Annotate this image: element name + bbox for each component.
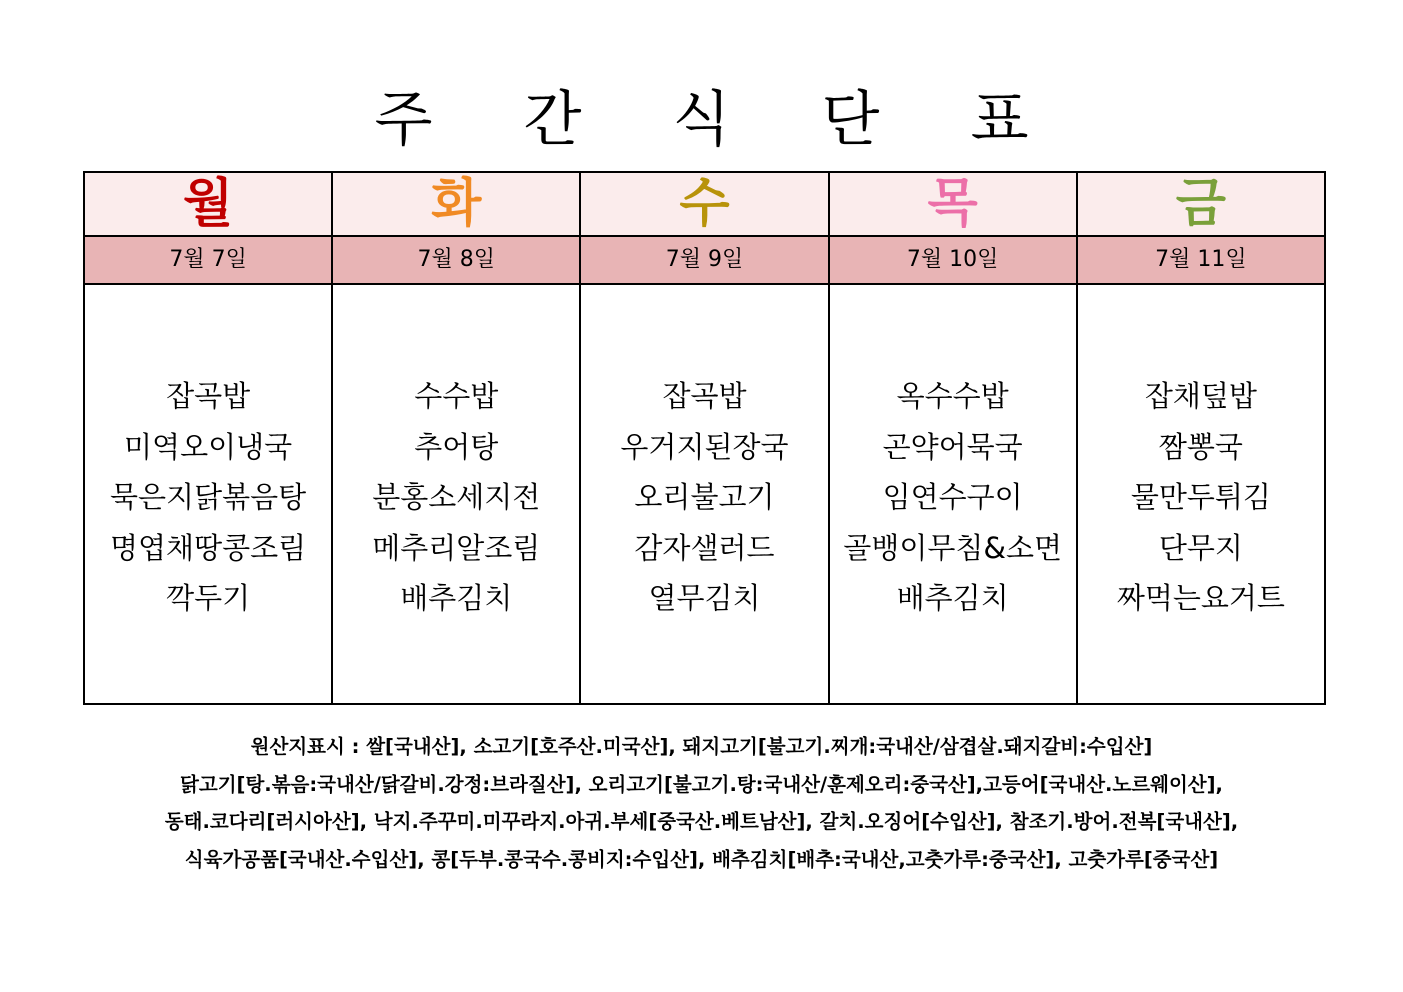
menu-monday bbox=[84, 284, 332, 704]
menu-tuesday bbox=[332, 284, 580, 704]
date-friday: 7월 11일 bbox=[1077, 236, 1325, 284]
food-item: 분홍소세지전 bbox=[372, 480, 541, 514]
food-item: 잡곡밥 bbox=[662, 379, 747, 413]
date-thursday: 7월 10일 bbox=[829, 236, 1077, 284]
origin-line: 식육가공품[국내산.수입산], 콩[두부.콩국수.콩비지:수입산], 배추김치[배추:국내산,고춧가루:중국산], 고춧가루[중국산] bbox=[184, 847, 1219, 871]
food-item: 옥수수밥 bbox=[896, 379, 1009, 413]
food-list bbox=[1078, 285, 1324, 624]
food-item: 짬뽕국 bbox=[1158, 429, 1243, 464]
food-item: 배추김치 bbox=[896, 581, 1009, 615]
food-item: 우거지된장국 bbox=[620, 429, 789, 464]
food-item: 명엽채땅콩조림 bbox=[110, 530, 307, 565]
day-header-row bbox=[84, 172, 1325, 236]
food-list bbox=[333, 285, 579, 624]
food-item: 잡곡밥 bbox=[166, 379, 251, 413]
food-list bbox=[581, 285, 827, 624]
food-item: 미역오이냉국 bbox=[124, 429, 293, 464]
food-item: 곤약어묵국 bbox=[882, 429, 1023, 464]
date-monday: 7월 7일 bbox=[84, 236, 332, 284]
food-item: 단무지 bbox=[1158, 530, 1243, 565]
food-item: 임연수구이 bbox=[882, 480, 1023, 514]
origin-line: 원산지표시 : 쌀[국내산], 소고기[호주산.미국산], 돼지고기[불고기.찌개:국내산/삼겹살.돼지갈비:수입산] bbox=[250, 735, 1153, 758]
day-monday: 월 bbox=[84, 172, 332, 236]
menu-friday bbox=[1077, 284, 1325, 704]
food-item: 물만두튀김 bbox=[1130, 480, 1271, 514]
food-item: 묵은지닭볶음탕 bbox=[110, 480, 307, 514]
food-row bbox=[84, 284, 1325, 704]
food-item: 배추김치 bbox=[400, 581, 513, 615]
food-item: 골뱅이무침&소면 bbox=[843, 530, 1063, 565]
date-row bbox=[84, 236, 1325, 284]
food-item: 열무김치 bbox=[648, 581, 761, 615]
origin-notice bbox=[60, 728, 1343, 878]
food-item: 메추리알조림 bbox=[372, 530, 541, 565]
food-item: 짜먹는요거트 bbox=[1116, 581, 1285, 615]
food-item: 감자샐러드 bbox=[634, 530, 775, 565]
date-wednesday: 7월 9일 bbox=[580, 236, 828, 284]
food-list bbox=[85, 285, 331, 624]
food-item: 잡채덮밥 bbox=[1144, 379, 1257, 413]
origin-line: 동태.코다리[러시아산], 낙지.주꾸미.미꾸라지.아귀.부세[중국산.베트남산], 갈치.오징어[수입산], 참조기.방어.전복[국내산], bbox=[164, 810, 1239, 833]
date-tuesday: 7월 8일 bbox=[332, 236, 580, 284]
page-title: 주 간 식 단 표 bbox=[374, 85, 1065, 155]
day-wednesday: 수 bbox=[580, 172, 828, 236]
food-item: 오리불고기 bbox=[634, 480, 775, 514]
day-friday: 금 bbox=[1077, 172, 1325, 236]
food-item: 수수밥 bbox=[414, 379, 499, 413]
menu-thursday bbox=[829, 284, 1077, 704]
weekly-menu-table bbox=[83, 171, 1326, 705]
origin-line: 닭고기[탕.볶음:국내산/닭갈비.강정:브라질산], 오리고기[불고기.탕:국내산/훈제오리:중국산],고등어[국내산.노르웨이산], bbox=[180, 772, 1223, 796]
day-tuesday: 화 bbox=[332, 172, 580, 236]
day-thursday: 목 bbox=[829, 172, 1077, 236]
menu-wednesday bbox=[580, 284, 828, 704]
food-item: 깍두기 bbox=[166, 581, 251, 615]
food-list bbox=[830, 285, 1076, 624]
food-item: 추어탕 bbox=[414, 429, 499, 464]
